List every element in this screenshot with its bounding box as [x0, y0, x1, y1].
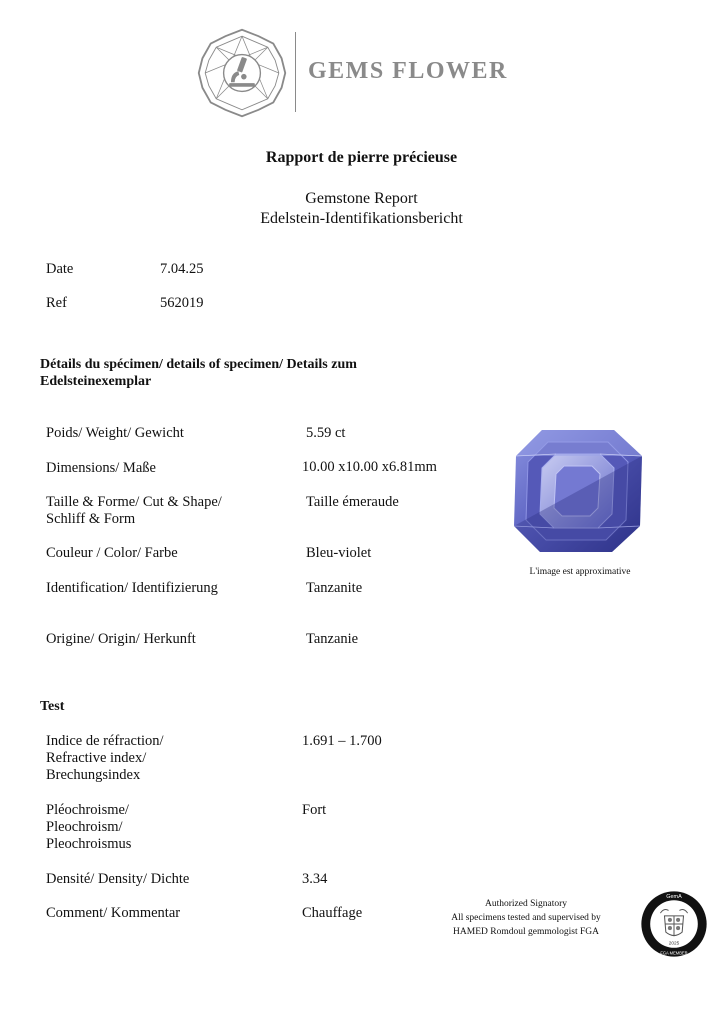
density-value: 3.34	[302, 871, 328, 887]
badge-bottom-text: FGA MEMBER	[660, 950, 688, 956]
image-caption: L'image est approximative	[529, 567, 631, 577]
header-divider	[295, 32, 296, 112]
cut-shape-value: Taille émeraude	[306, 494, 399, 510]
gema-crest-icon	[640, 890, 708, 958]
color-label: Couleur / Color/ Farbe	[46, 545, 178, 561]
date-label: Date	[46, 261, 74, 277]
color-value: Bleu-violet	[306, 545, 372, 561]
gemstone-image	[512, 428, 644, 554]
refraction-value: 1.691 – 1.700	[302, 733, 382, 749]
dimensions-value: 10.00 x10.00 x6.81mm	[302, 459, 437, 475]
signature-block: Authorized Signatory All specimens tested and supervised by HAMED Romdoul gemmologist FGA	[451, 899, 601, 937]
origin-value: Tanzanie	[306, 631, 359, 647]
identification-value: Tanzanite	[306, 580, 363, 596]
origin-label: Origine/ Origin/ Herkunft	[46, 631, 196, 647]
badge-top-text: GemA	[666, 894, 682, 901]
brand-name: GEMS FLOWER	[308, 58, 508, 84]
dimensions-label: Dimensions/ Maße	[46, 460, 156, 476]
identification-label: Identification/ Identifizierung	[46, 580, 218, 596]
comment-label: Comment/ Kommentar	[46, 905, 181, 921]
report-title-de: Edelstein-Identifikationsbericht	[260, 210, 463, 227]
ref-label: Ref	[46, 295, 67, 311]
report-title-fr: Rapport de pierre précieuse	[265, 149, 458, 166]
weight-label: Poids/ Weight/ Gewicht	[46, 425, 184, 441]
specimen-heading: Détails du spécimen/ details of specimen/ Details zum Edelsteinexemplar	[40, 357, 357, 389]
cut-shape-label: Taille & Forme/ Cut & Shape/ Schliff & Form	[46, 494, 222, 527]
weight-value: 5.59 ct	[306, 425, 346, 441]
ref-value: 562019	[160, 295, 204, 311]
report-title-en: Gemstone Report	[305, 190, 418, 207]
test-heading: Test	[40, 699, 65, 714]
comment-value: Chauffage	[302, 905, 363, 921]
date-value: 7.04.25	[160, 261, 204, 277]
pleochroism-value: Fort	[302, 802, 327, 818]
pleochroism-label: Pléochroisme/ Pleochroism/ Pleochroismus	[46, 802, 132, 852]
density-label: Densité/ Density/ Dichte	[46, 871, 190, 887]
gem-microscope-logo-icon	[196, 27, 288, 119]
badge-year: 2025	[668, 941, 680, 947]
refraction-label: Indice de réfraction/ Refractive index/ Brechungsindex	[46, 733, 164, 783]
